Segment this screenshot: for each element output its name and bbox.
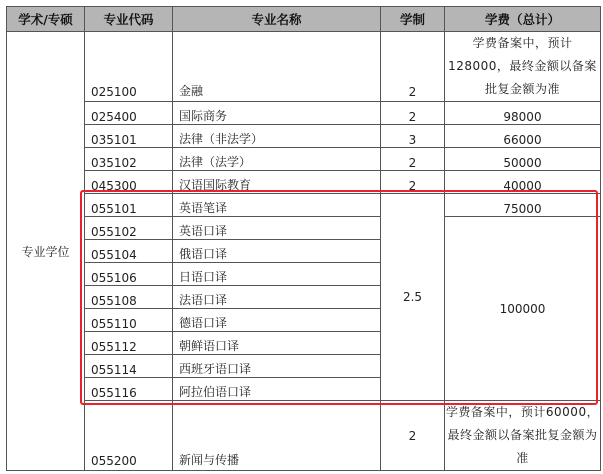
name-cell: 英语口译 <box>173 217 381 240</box>
name-cell: 法语口译 <box>173 286 381 309</box>
code-cell: 025400 <box>85 102 173 125</box>
code-cell: 055102 <box>85 217 173 240</box>
name-cell: 汉语国际教育 <box>173 171 381 194</box>
name-cell: 法律（法学） <box>173 148 381 171</box>
years-cell: 2 <box>381 401 445 471</box>
code-cell: 055110 <box>85 309 173 332</box>
years-cell: 2 <box>381 148 445 171</box>
code-cell: 055116 <box>85 378 173 401</box>
interpretation-fee-cell: 100000 <box>445 217 601 401</box>
code-cell: 055112 <box>85 332 173 355</box>
code-cell: 055108 <box>85 286 173 309</box>
header-fee: 学费（总计） <box>445 7 601 32</box>
name-cell: 国际商务 <box>173 102 381 125</box>
table-row <box>7 194 601 217</box>
name-cell: 朝鲜语口译 <box>173 332 381 355</box>
fee-cell: 50000 <box>445 148 601 171</box>
table-row <box>7 217 601 240</box>
table-row <box>7 102 601 125</box>
fee-table <box>6 6 601 471</box>
header-code: 专业代码 <box>85 7 173 32</box>
years-cell: 2 <box>381 32 445 102</box>
code-cell: 035101 <box>85 125 173 148</box>
fee-note-cell: 学费备案中，预计128000，最终金额以备案批复金额为准 <box>445 32 601 102</box>
header-type: 学术/专硕 <box>7 7 85 32</box>
name-cell: 阿拉伯语口译 <box>173 378 381 401</box>
code-cell: 055200 <box>85 401 173 471</box>
code-cell: 055106 <box>85 263 173 286</box>
name-cell: 法律（非法学） <box>173 125 381 148</box>
name-cell: 新闻与传播 <box>173 401 381 471</box>
name-cell: 西班牙语口译 <box>173 355 381 378</box>
name-cell: 金融 <box>173 32 381 102</box>
name-cell: 英语笔译 <box>173 194 381 217</box>
table-row <box>7 171 601 194</box>
years-cell: 2 <box>381 102 445 125</box>
code-cell: 055101 <box>85 194 173 217</box>
header-name: 专业名称 <box>173 7 381 32</box>
code-cell: 025100 <box>85 32 173 102</box>
table-row <box>7 125 601 148</box>
table-row <box>7 401 601 471</box>
name-cell: 日语口译 <box>173 263 381 286</box>
table-row <box>7 148 601 171</box>
name-cell: 德语口译 <box>173 309 381 332</box>
code-cell: 045300 <box>85 171 173 194</box>
fee-cell: 66000 <box>445 125 601 148</box>
code-cell: 035102 <box>85 148 173 171</box>
years-cell: 3 <box>381 125 445 148</box>
table-row <box>7 32 601 102</box>
code-cell: 055114 <box>85 355 173 378</box>
fee-cell: 75000 <box>445 194 601 217</box>
fee-cell: 98000 <box>445 102 601 125</box>
degree-type-cell: 专业学位 <box>7 32 85 471</box>
header-years: 学制 <box>381 7 445 32</box>
code-cell: 055104 <box>85 240 173 263</box>
fee-note-cell: 学费备案中，预计60000，最终金额以备案批复金额为准 <box>445 401 601 471</box>
header-row <box>7 7 601 32</box>
translation-years-cell: 2.5 <box>381 194 445 401</box>
fee-cell: 40000 <box>445 171 601 194</box>
years-cell: 2 <box>381 171 445 194</box>
name-cell: 俄语口译 <box>173 240 381 263</box>
